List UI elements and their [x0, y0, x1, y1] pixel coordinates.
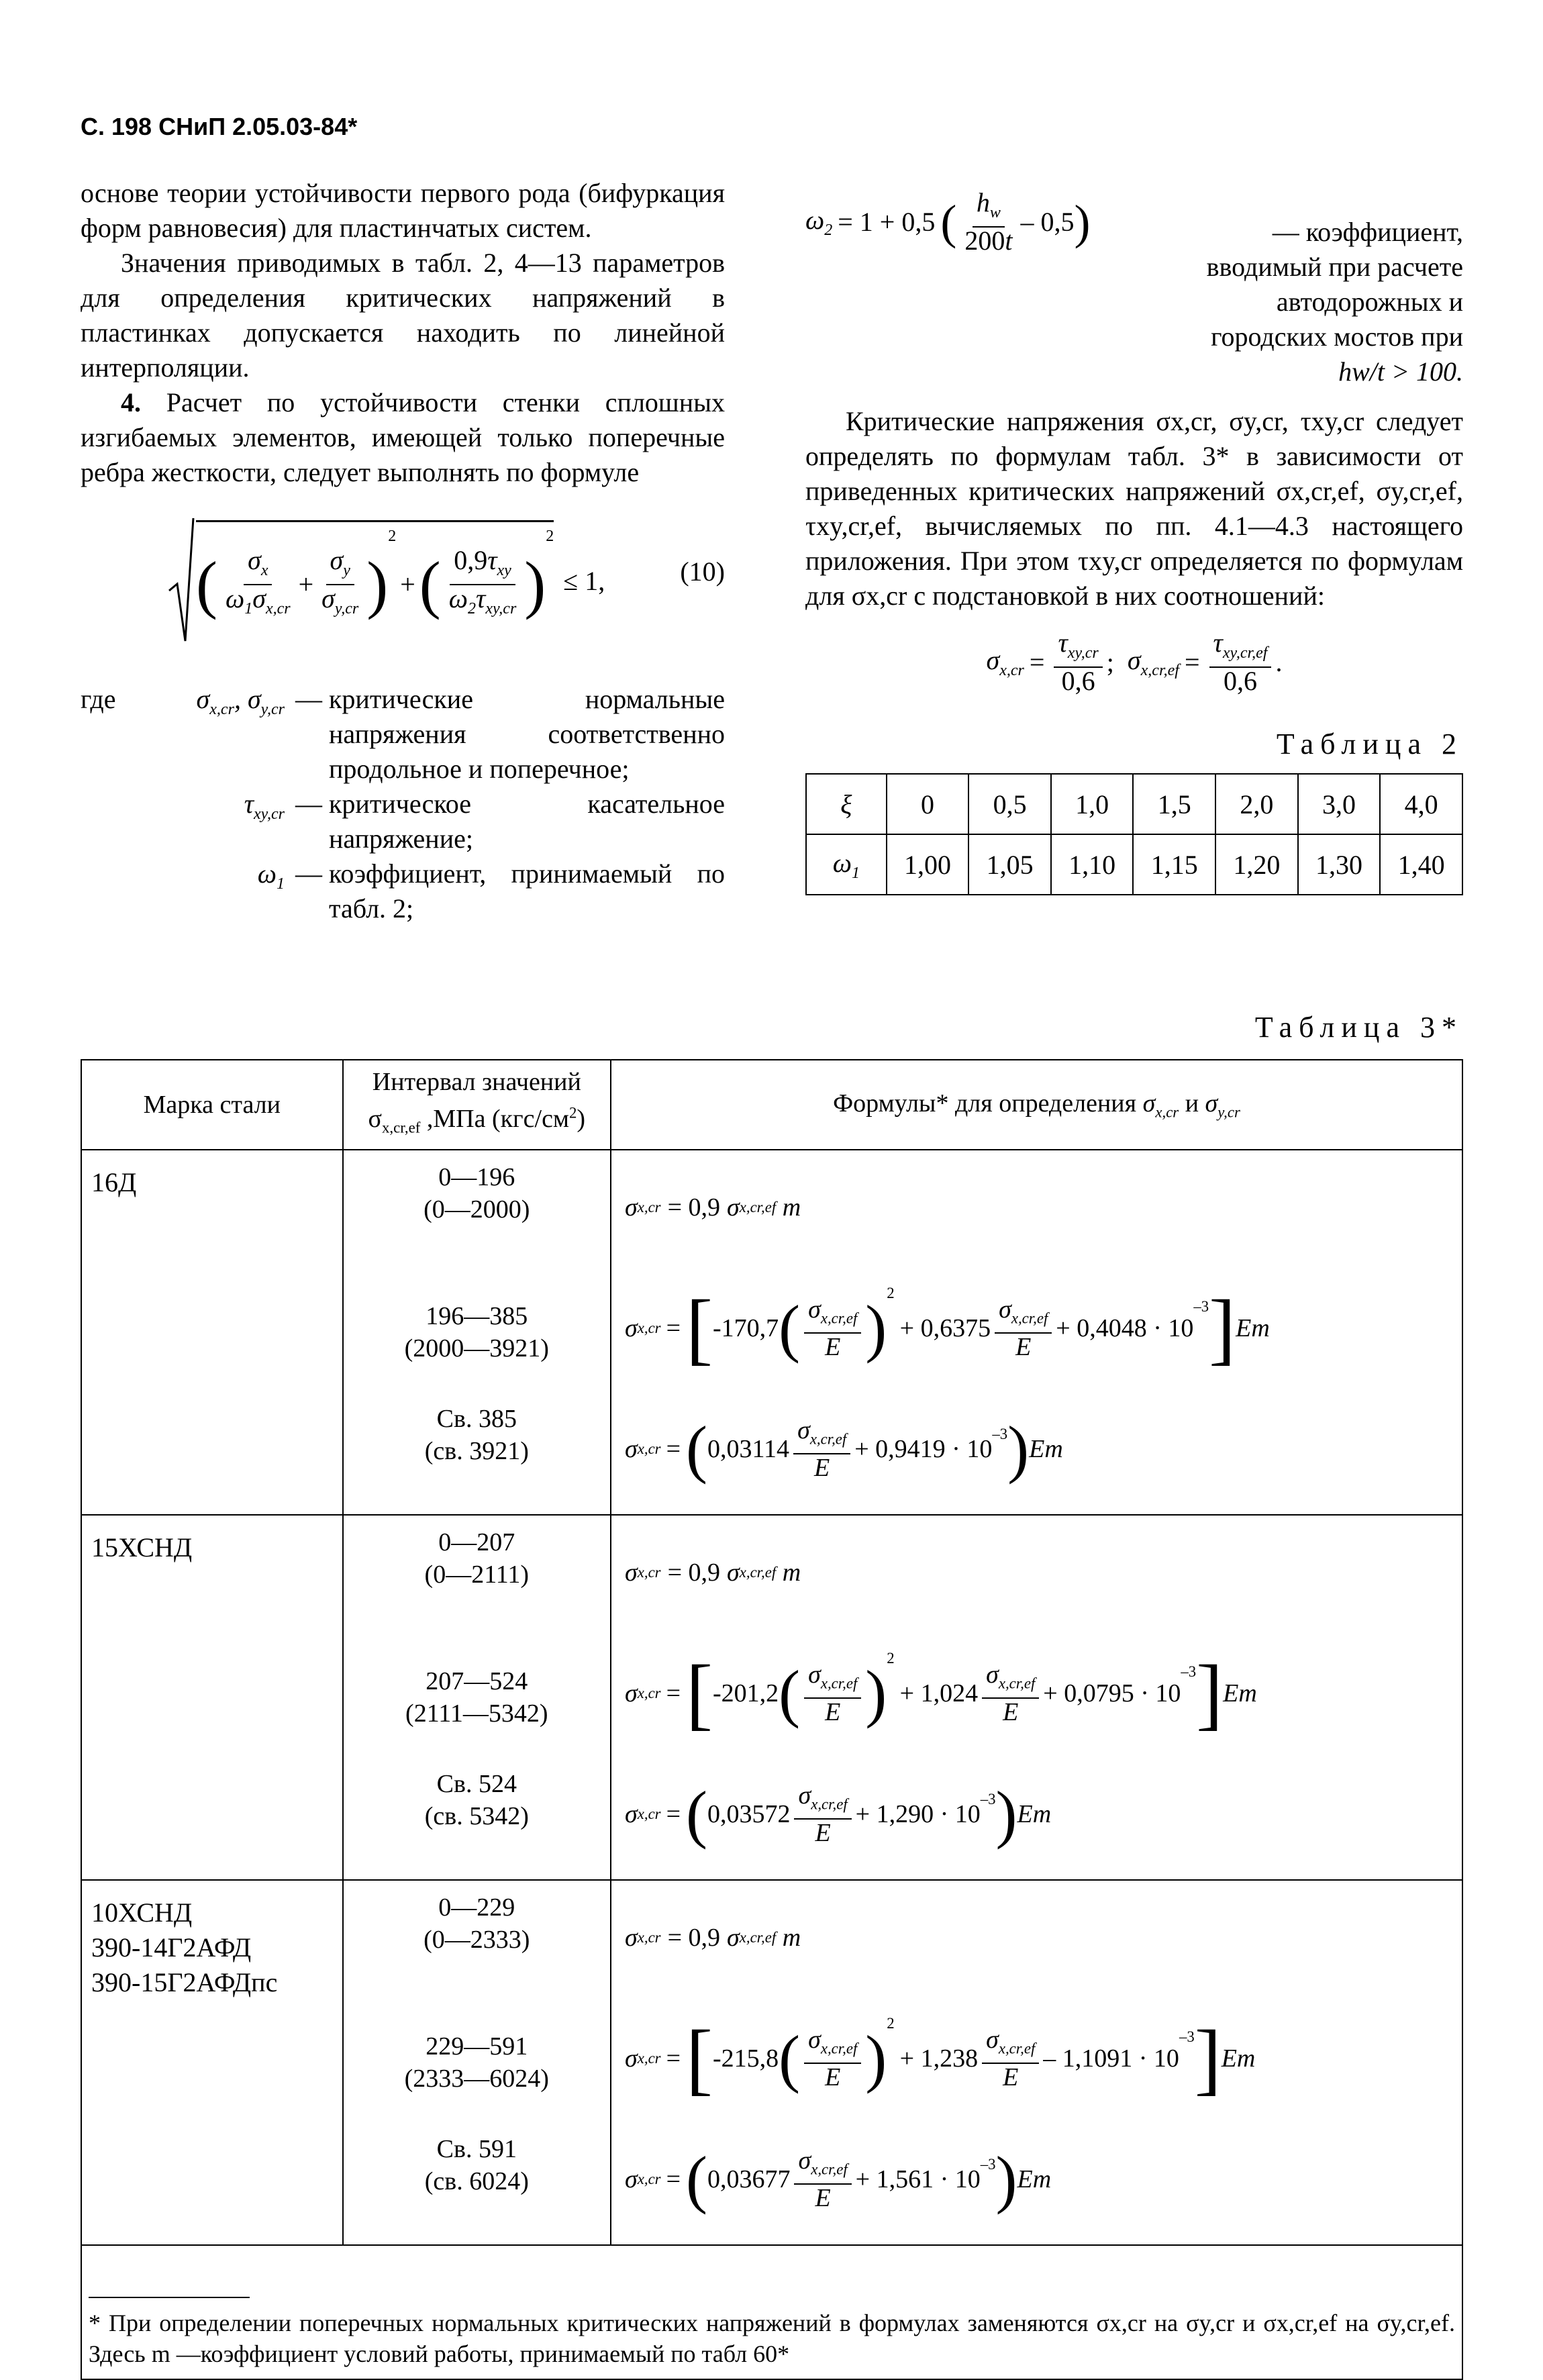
item-number: 4.	[121, 387, 141, 417]
left-column	[81, 176, 725, 926]
steel-grade: 16Д	[91, 1167, 137, 1197]
table-cell: 1,10	[1051, 834, 1134, 895]
sqrt-sign	[168, 517, 195, 644]
omega2-condition: hw/t > 100.	[1338, 356, 1463, 387]
equation-number: (10)	[680, 556, 725, 587]
omega2-text: — коэффициент, вводимый при расчете автодорожных и городских мостов при hw/t > 100.	[1206, 217, 1463, 387]
interval-value: 0—229 (0—2333)	[424, 1893, 530, 1954]
table-cell: ξ	[806, 774, 887, 834]
formula-cell	[611, 1150, 1462, 1515]
formula-cell	[611, 1880, 1462, 2245]
definition-symbol: $\sigma_{x,cr}$, $\sigma_{y,cr}$	[196, 684, 285, 718]
table-row	[806, 774, 1462, 834]
table-cell: 0	[887, 774, 969, 834]
table-row	[81, 1150, 1462, 1515]
table3-block	[81, 1010, 1463, 2380]
table-cell: 0,5	[968, 774, 1051, 834]
interval-value: 229—591 (2333—6024)	[404, 2032, 549, 2093]
table-cell: $\omega_1$	[806, 834, 887, 895]
page-header: С. 198 СНиП 2.05.03-84*	[81, 113, 358, 140]
table2-caption: Таблица 2	[1276, 728, 1463, 760]
formula-cell	[611, 1515, 1462, 1880]
table-row	[81, 1880, 1462, 2245]
formula-line: σ x,cr = [ -215,8 ( $\frac{\sigma_{x,cr,ef}}{E}$ ) $^2$ + 1,238 $\frac{\sigma_{x,cr,ef}}{E}$ – 1,1091 · 10 $^{-3}$ ] Em	[625, 2014, 1256, 2103]
formula-10: ( $\frac{\sigma_x}{\omega_1\sigma_{x,cr}}$ + $\frac{\sigma_y}{\sigma_{y,cr}}$ ) 2 + ( $\frac{0,9\tau_{xy}}{\omega_2\tau_{xy,cr}}$ ) 2 ≤ 1, (10)	[81, 510, 725, 644]
interval-value: 196—385 (2000—3921)	[404, 1302, 549, 1362]
table-cell: 1,00	[887, 834, 969, 895]
substitution-formula: $\sigma_{x,cr}$ = $\frac{\tau_{xy,cr}}{0,6}$ ; $\sigma_{x,cr,ef}$ = $\frac{\tau_{xy,cr,ef}}{0,6}$ .	[986, 628, 1283, 696]
table-cell: 1,0	[1051, 774, 1134, 834]
column-header-interval: Интервал значений $\sigma_{x,cr,ef}$ ,МПа $(кгс/см^2)$	[343, 1060, 611, 1150]
table-cell: 1,20	[1215, 834, 1298, 895]
formula-line: σ x,cr = 0,9 σ x,cr,ef m	[625, 1193, 801, 1222]
paragraph-3	[81, 385, 725, 490]
footnote-row	[81, 2245, 1462, 2379]
column-header-grade: Марка стали	[81, 1060, 343, 1150]
table-cell: 1,30	[1298, 834, 1381, 895]
interval-cell	[343, 1150, 611, 1515]
interval-cell	[343, 1515, 611, 1880]
definition-symbol: $\omega_1$	[257, 858, 285, 893]
definition-text: коэффициент, принимаемый по табл. 2;	[329, 858, 725, 924]
right-column	[805, 176, 1463, 895]
definition-text: критическое касательное напряжение;	[329, 789, 725, 854]
formula-line: σ x,cr = ( 0,03572 $\frac{\sigma_{x,cr,ef}}{E}$ + 1,290 · 10 $^{-3}$ ) Em	[625, 1778, 1052, 1850]
formula-line: σ x,cr = 0,9 σ x,cr,ef m	[625, 1924, 801, 1952]
formula-line: σ x,cr = [ -201,2 ( $\frac{\sigma_{x,cr,ef}}{E}$ ) $^2$ + 1,024 $\frac{\sigma_{x,cr,ef}}{E}$ + 0,0795 · 10 $^{-3}$ ] Em	[625, 1648, 1257, 1738]
formula-line: σ x,cr = 0,9 σ x,cr,ef m	[625, 1558, 801, 1587]
definition-item: где $\sigma_{x,cr}$, $\sigma_{y,cr}$ — критические нормальные напряжения соответственно продольное и поперечное;	[81, 682, 725, 787]
formula-line: σ x,cr = ( 0,03677 $\frac{\sigma_{x,cr,ef}}{E}$ + 1,561 · 10 $^{-3}$ ) Em	[625, 2143, 1052, 2215]
table3-caption: Таблица 3*	[1254, 1011, 1463, 1044]
definition-symbol: $\tau_{xy,cr}$	[244, 789, 285, 823]
paragraph-right-1: Критические напряжения σx,cr, σy,cr, τxy,cr следует определять по формулам табл. 3* в зависимости от приведенных критических напряжений σx,cr,ef, σy,cr,ef, τxy,cr,ef, вычисляемых по пп. 4.1—4.3 настоящего приложения. При этом τxy,cr определяется по формулам для σx,cr с подстановкой в них соотношений:	[805, 406, 1463, 611]
steel-grade: 10ХСНД	[91, 1897, 193, 1928]
table-cell: 1,5	[1133, 774, 1215, 834]
table-cell: 1,40	[1380, 834, 1462, 895]
steel-grade-cell	[81, 1150, 343, 1515]
table-cell: 3,0	[1298, 774, 1381, 834]
interval-value: 0—196 (0—2000)	[424, 1163, 530, 1224]
table-3	[81, 1059, 1463, 2380]
interval-cell	[343, 1880, 611, 2245]
interval-value: Св. 591 (св. 6024)	[424, 2135, 529, 2195]
formula-line: σ x,cr = [ -170,7 ( $\frac{\sigma_{x,cr,ef}}{E}$ ) $^2$ + 0,6375 $\frac{\sigma_{x,cr,ef}}{E}$ + 0,4048 · 10 $^{-3}$ ] Em	[625, 1283, 1270, 1373]
table3-footnote: * При определении поперечных нормальных критических напряжений в формулах заменяются σx,cr на σy,cr и σx,cr,ef на σy,cr,ef. Здесь m —коэффициент условий работы, принимаемый по табл 60*	[89, 2310, 1455, 2367]
interval-value: 0—207 (0—2111)	[424, 1528, 530, 1589]
steel-grade-cell	[81, 1515, 343, 1880]
table-cell: 1,05	[968, 834, 1051, 895]
steel-grade: 15ХСНД	[91, 1532, 193, 1563]
table-2	[805, 773, 1463, 895]
paragraph-1: основе теории устойчивости первого рода (бифуркация форм равновесия) для пластинчатых систем.	[81, 178, 725, 243]
column-header-formulas: Формулы* для определения $\sigma_{x,cr}$ и $\sigma_{y,cr}$	[611, 1060, 1462, 1150]
paragraph-2: Значения приводимых в табл. 2, 4—13 параметров для определения критических напряжений в пластинках допускается находить по линейной интерполяции.	[81, 248, 725, 383]
table-header-row	[81, 1060, 1462, 1150]
definition-text: критические нормальные напряжения соответственно продольное и поперечное;	[329, 684, 725, 784]
definition-item: $\omega_1$ — коэффициент, принимаемый по табл. 2;	[81, 856, 725, 926]
formula-line: σ x,cr = ( 0,03114 $\frac{\sigma_{x,cr,ef}}{E}$ + 0,9419 · 10 $^{-3}$ ) Em	[625, 1413, 1063, 1485]
definitions-list	[81, 682, 725, 926]
table-row	[806, 834, 1462, 895]
paragraph-3-text: Расчет по устойчивости стенки сплошных изгибаемых элементов, имеющей только поперечные ребра жесткости, следует выполнять по формуле	[81, 387, 725, 487]
steel-grade: 390-14Г2АФД	[91, 1932, 252, 1963]
where-label: где	[81, 684, 116, 714]
table-cell: 2,0	[1215, 774, 1298, 834]
definition-item: $\tau_{xy,cr}$ — критическое касательное напряжение;	[81, 787, 725, 856]
steel-grade: 390-15Г2АФДпс	[91, 1967, 278, 1997]
interval-value: 207—524 (2111—5342)	[405, 1667, 548, 1728]
steel-grade-cell	[81, 1880, 343, 2245]
table-cell: 1,15	[1133, 834, 1215, 895]
table-row	[81, 1515, 1462, 1880]
omega2-definition: $\omega_2$ = 1 + 0,5 ( $\frac{h_w}{200t}$ – 0,5 ) — коэффициент, вводимый при расчете автодорожных и городских мостов при hw/t > 100.	[805, 176, 1463, 404]
table-cell: 4,0	[1380, 774, 1462, 834]
interval-value: Св. 385 (св. 3921)	[424, 1405, 529, 1465]
interval-value: Св. 524 (св. 5342)	[424, 1770, 529, 1830]
